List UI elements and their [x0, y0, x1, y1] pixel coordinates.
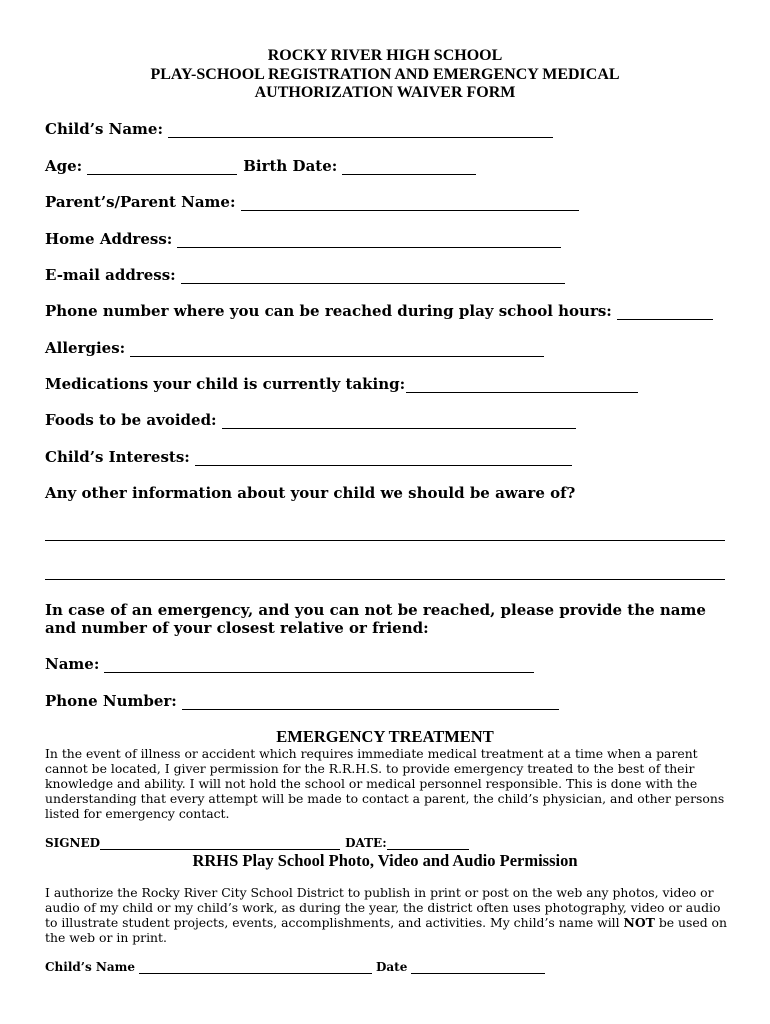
photo-body-part1: I authorize the Rocky River City School District to publish in print or post on the web any photos, video or audio of my child or my child’s work, as during the year, the district often uses photography, video or audio to illustrate student projects, events, accomplishments, and activities. My child’s name will [45, 885, 721, 930]
interests-label: Child’s Interests: [45, 448, 190, 466]
emergency-contact-prompt: In case of an emergency, and you can not be reached, please provide the name and number of your closest relative or friend: [45, 601, 706, 637]
form-title-line2: AUTHORIZATION WAIVER FORM [254, 84, 516, 101]
emergency-name-field [45, 655, 534, 673]
medications-label: Medications your child is currently taking: [45, 375, 406, 393]
age-label: Age: [45, 157, 83, 175]
emergency-treatment-body: In the event of illness or accident which requires immediate medical treatment at a time when a parent cannot be located, I giver permission for the R.R.H.S. to provide emergency treated to the best of their knowledge and ability. I will not hold the school or medical personnel responsible. This is done with the understanding that every attempt will be made to contact a parent, the child’s physician, and other persons listed for emergency contact. [45, 746, 725, 821]
emergency-phone-label: Phone Number: [45, 692, 177, 710]
photo-body-bold: NOT [623, 915, 655, 930]
signed-date-label: DATE: [345, 836, 387, 850]
parent-name-field [45, 193, 579, 211]
foods-blank[interactable] [222, 414, 576, 429]
signed-label: SIGNED [45, 836, 101, 850]
emergency-name-label: Name: [45, 655, 100, 673]
photo-permission-title: RRHS Play School Photo, Video and Audio Permission [192, 851, 578, 870]
school-title: ROCKY RIVER HIGH SCHOOL [267, 47, 503, 64]
interests-blank[interactable] [195, 451, 572, 466]
emergency-phone-field [45, 692, 559, 710]
photo-body-part2: be used on the web or in print. [45, 915, 727, 945]
medications-field [45, 375, 638, 393]
phone-hours-blank[interactable] [617, 305, 713, 320]
home-address-label: Home Address: [45, 230, 173, 248]
child-name-blank[interactable] [168, 123, 553, 138]
photo-child-name-blank[interactable] [139, 961, 372, 974]
form-title-line1: PLAY-SCHOOL REGISTRATION AND EMERGENCY MEDICAL [150, 66, 620, 83]
email-field [45, 266, 565, 284]
signed-date-blank[interactable] [387, 837, 469, 850]
home-address-blank[interactable] [177, 233, 561, 248]
medications-blank[interactable] [406, 378, 638, 393]
photo-date-blank[interactable] [411, 961, 545, 974]
birth-date-label: Birth Date: [243, 157, 338, 175]
photo-child-name-label: Child’s Name [45, 960, 135, 974]
age-blank[interactable] [87, 160, 237, 175]
signature-row [45, 836, 469, 850]
allergies-label: Allergies: [45, 339, 126, 357]
parent-name-label: Parent’s/Parent Name: [45, 193, 236, 211]
photo-permission-signature-row [45, 960, 545, 974]
other-info-line-1[interactable] [45, 540, 725, 541]
parent-name-blank[interactable] [241, 196, 579, 211]
birth-date-blank[interactable] [342, 160, 476, 175]
phone-hours-field [45, 302, 713, 320]
signature-blank[interactable] [100, 837, 340, 850]
child-name-field [45, 120, 553, 138]
foods-field [45, 411, 576, 429]
emergency-phone-blank[interactable] [182, 695, 559, 710]
other-info-line-2[interactable] [45, 579, 725, 580]
photo-permission-body [45, 885, 735, 945]
home-address-field [45, 230, 561, 248]
allergies-blank[interactable] [130, 342, 544, 357]
other-info-label: Any other information about your child we should be aware of? [45, 484, 576, 502]
emergency-treatment-title: EMERGENCY TREATMENT [276, 727, 494, 746]
interests-field [45, 448, 572, 466]
email-blank[interactable] [181, 269, 565, 284]
photo-date-label: Date [375, 960, 408, 974]
emergency-name-blank[interactable] [104, 658, 534, 673]
foods-label: Foods to be avoided: [45, 411, 217, 429]
age-birth-row [45, 157, 476, 175]
child-name-label: Child’s Name: [45, 120, 164, 138]
other-info-field [45, 484, 575, 502]
phone-hours-label: Phone number where you can be reached during play school hours: [45, 302, 612, 320]
allergies-field [45, 339, 544, 357]
email-label: E-mail address: [45, 266, 176, 284]
